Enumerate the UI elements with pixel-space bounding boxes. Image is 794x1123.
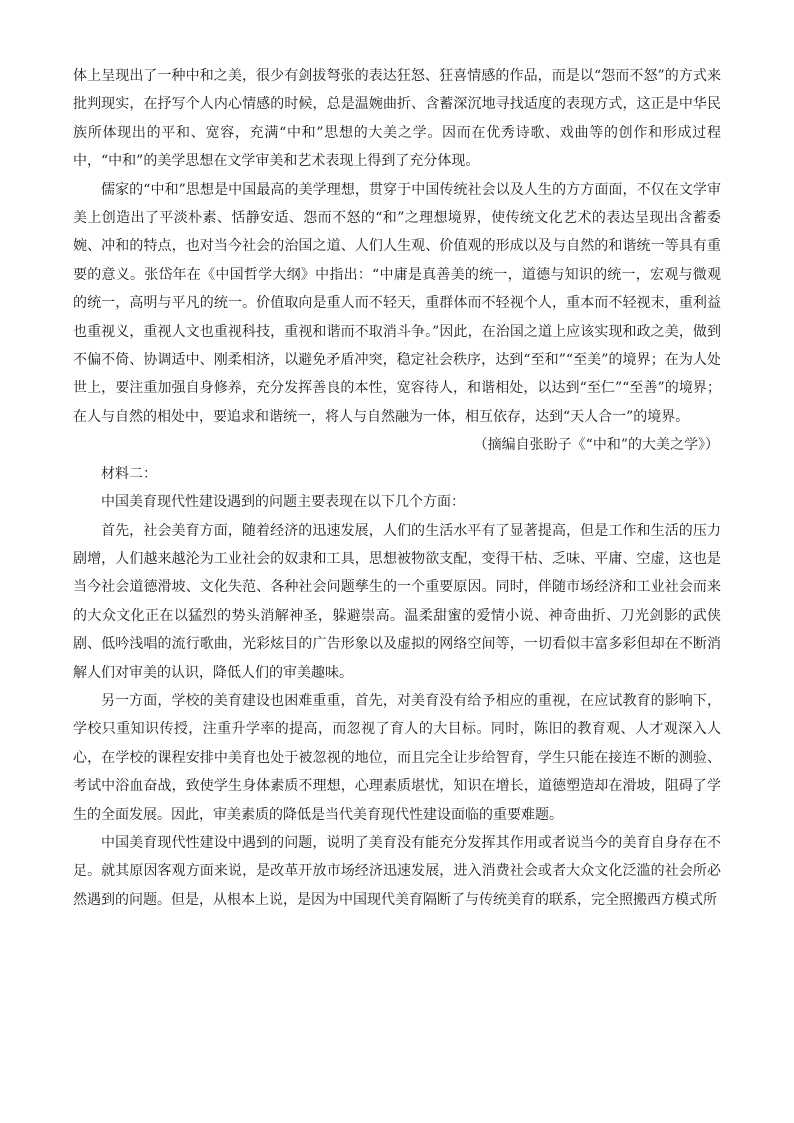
paragraph-2: 儒家的“中和”思想是中国最高的美学理想，贯穿于中国传统社会以及人生的方方面面，不仅在文学审美上创造出了平淡朴素、恬静安适、怨而不怒的“和”之理想境界，使传统文化艺术的表达呈现出含蓄委婉、冲和的特点，也对当今社会的治国之道、人们人生观、价值观的形成以及与自然的和谐统一等具有重要的意义。张岱年在《中国哲学大纲》中指出：“中庸是真善美的统一，道德与知识的统一，宏观与微观的统一，高明与平凡的统一。价值取向是重人而不轻天，重群体而不轻视个人，重本而不轻视末，重利益也重视义，重视人文也重视科技，重视和谐而不取消斗争。”因此，在治国之道上应该实现和政之美，做到不偏不倚、协调适中、刚柔相济，以避免矛盾冲突，稳定社会秩序，达到“至和”“至美”的境界；在为人处世上，要注重加强自身修养，充分发挥善良的本性，宽容待人，和谐相处，以达到“至仁”“至善”的境界；在人与自然的相处中，要追求和谐统一，将人与自然融为一体，相互依存，达到“天人合一”的境界。 [73, 181, 721, 425]
paragraph-3: 中国美育现代性建设遇到的问题主要表现在以下几个方面： [101, 494, 465, 511]
source-citation: （摘编自张盼子《“中和”的大美之学》） [473, 437, 719, 454]
section-label: 材料二： [101, 465, 157, 482]
paragraph-6: 中国美育现代性建设中遇到的问题，说明了美育没有能充分发挥其作用或者说当今的美育自身存在不足。就其原因客观方面来说，是改革开放市场经济迅速发展，进入消费社会或者大众文化泛滥的社会所必然遇到的问题。但是，从根本上说，是因为中国现代美育隔断了与传统美育的联系，完全照搬西方模式所 [73, 834, 721, 908]
paragraph-5: 另一方面，学校的美育建设也困难重重，首先，对美育没有给予相应的重视，在应试教育的影响下，学校只重知识传授，注重升学率的提高，而忽视了育人的大目标。同时，陈旧的教育观、人才观深入人心，在学校的课程安排中美育也处于被忽视的地位，而且完全让步给智育，学生只能在接连不断的测验、考试中浴血奋战，致使学生身体素质不理想，心理素质堪忧，知识在增长，道德塑造却在滑坡，阻碍了学生的全面发展。因此，审美素质的降低是当代美育现代性建设面临的重要难题。 [73, 692, 721, 823]
document-page [73, 62, 721, 914]
paragraph-4: 首先，社会美育方面，随着经济的迅速发展，人们的生活水平有了显著提高，但是工作和生活的压力剧增，人们越来越沦为工业社会的奴隶和工具，思想被物欲支配，变得干枯、乏味、平庸、空虚，这也是当今社会道德滑坡、文化失范、各种社会问题孳生的一个重要原因。同时，伴随市场经济和工业社会而来的大众文化正在以猛烈的势头消解神圣，躲避崇高。温柔甜蜜的爱情小说、神奇曲折、刀光剑影的武侠剧、低吟浅唱的流行歌曲，光彩炫目的广告形象以及虚拟的网络空间等，一切看似丰富多彩但却在不断消解人们对审美的认识，降低人们的审美趣味。 [73, 522, 721, 681]
paragraph-1: 体上呈现出了一种中和之美，很少有剑拔弩张的表达狂怒、狂喜情感的作品，而是以“怨而不怒”的方式来批判现实，在抒写个人内心情感的时候，总是温婉曲折、含蓄深沉地寻找适度的表现方式，这正是中华民族所体现出的平和、宽容，充满“中和”思想的大美之学。因而在优秀诗歌、戏曲等的创作和形成过程中，“中和”的美学思想在文学审美和艺术表现上得到了充分体现。 [73, 68, 721, 170]
